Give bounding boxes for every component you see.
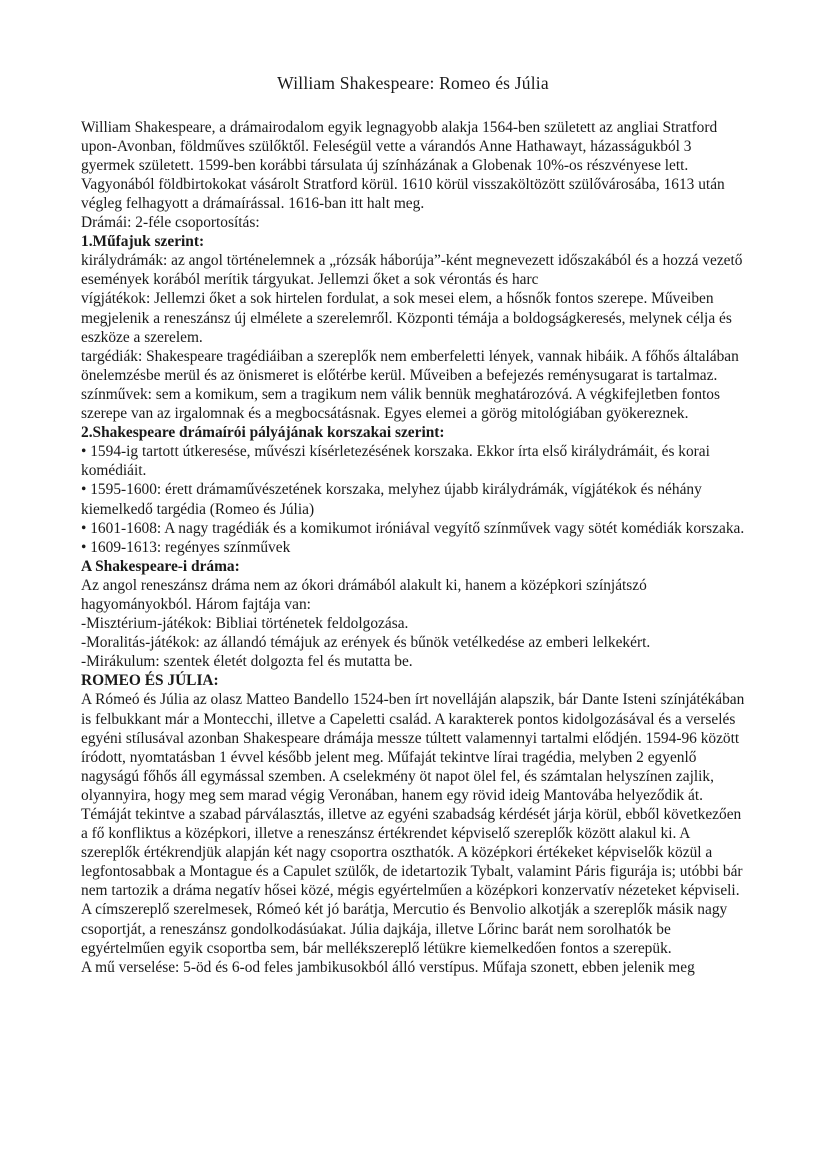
paragraph: targédiák: Shakespeare tragédiáiban a szereplők nem emberfeletti lények, vannak hibáik. A főhős általában önelemzésbe merül és az önismeret is előtérbe kerül. Műveiben a befejezés reménysugarat is tartalmaz.: [81, 347, 739, 384]
bullet-item: • 1609-1613: regényes színművek: [81, 538, 291, 556]
bullet-item: • 1595-1600: érett drámaművészetének korszaka, melyhez újabb királydrámák, vígjátékok és néhány kiemelkedő targédia (Romeo és Júlia): [81, 481, 702, 518]
paragraph: A mű verselése: 5-öd és 6-od feles jambikusokból álló verstípus. Műfaja szonett, ebben jelenik meg: [81, 958, 695, 976]
paragraph: -Moralitás-játékok: az állandó témájuk az erények és bűnök vetélkedése az emberi lelkekért.: [81, 634, 651, 652]
paragraph: Drámái: 2-féle csoportosítás:: [81, 214, 260, 232]
bullet-item: • 1601-1608: A nagy tragédiák és a komikumot iróniával vegyítő színművek vagy sötét komédiák korszaka.: [81, 519, 745, 537]
paragraph: Az angol reneszánsz dráma nem az ókori drámából alakult ki, hanem a középkori színjátszó hagyományokból. Három fajtája van:: [81, 576, 647, 613]
paragraph: -Misztérium-játékok: Bibliai történetek feldolgozása.: [81, 615, 409, 633]
section-heading: 2.Shakespeare drámaírói pályájának korszakai szerint:: [81, 424, 445, 442]
document-body: [81, 118, 745, 977]
paragraph: A Rómeó és Júlia az olasz Matteo Bandello 1524-ben írt novelláján alapszik, bár Dante Isteni színjátékában is felbukkant már a Montecchi, illetve a Capeletti család. A karakterek pontos kidolgozásával és a verselés egyéni stílusával azonban Shakespeare drámája messze túltett valamennyi tartalmi elődjén. 1594-96 között íródott, nyomtatásban 1 évvel később jelent meg. Műfaját tekintve lírai tragédia, melyben 2 egyenlő nagyságú főhős áll egymással szemben. A cselekmény öt napot ölel fel, és számtalan helyszínen zajlik, olyannyira, hogy meg sem marad végig Veronában, hanem egy rövid ideig Mantovába helyeződik át. Témáját tekintve a szabad párválasztás, illetve az egyéni szabadság kérdését járja körül, ebből következően a fő konfliktus a középkori, illetve a reneszánsz értékrendet képviselő szereplők között alakul ki. A szereplők értékrendjük alapján két nagy csoportra oszthatók. A középkori értékeket képviselők közül a legfontosabbak a Montague és a Capulet szülők, de idetartozik Tybalt, valamint Páris figurája is; utóbbi bár nem tartozik a dráma negatív hősei közé, mégis egyértelműen a középkori konzervatív nézeteket képviseli. A címszereplő szerelmesek, Rómeó két jó barátja, Mercutio és Benvolio alkotják a szereplők másik nagy csoportját, a reneszánsz gondolkodásúakat. Júlia dajkája, illetve Lőrinc barát nem sorolhatók be egyértelműen egyik csoportba sem, bár mellékszereplő létükre kiemelkedően fontos a szerepük.: [81, 691, 745, 957]
paragraph: királydrámák: az angol történelemnek a „rózsák háborúja”-ként megnevezett időszakából és a hozzá vezető események korából merítik tárgyukat. Jellemzi őket a sok vérontás és harc: [81, 252, 743, 289]
section-heading: ROMEO ÉS JÚLIA:: [81, 672, 219, 690]
bullet-item: • 1594-ig tartott útkeresése, művészi kísérletezésének korszaka. Ekkor írta első királydrámáit, és korai komédiáit.: [81, 443, 710, 480]
paragraph: William Shakespeare, a drámairodalom egyik legnagyobb alakja 1564-ben született az angliai Stratford upon-Avonban, földműves szülőktől. Feleségül vette a várandós Anne Hathawayt, házasságukból 3 gyermek született. 1599-ben korábbi társulata új színházának a Globenak 10%-os részvényese lett. Vagyonából földbirtokokat vásárolt Stratford körül. 1610 körül visszaköltözött szülővárosába, 1613 után végleg felhagyott a drámaírással. 1616-ban itt halt meg.: [81, 118, 725, 212]
page-title: William Shakespeare: Romeo és Júlia: [277, 73, 549, 93]
paragraph: vígjátékok: Jellemzi őket a sok hirtelen fordulat, a sok mesei elem, a hősnők fontos szerepe. Műveiben megjelenik a reneszánsz új elmélete a szerelemről. Központi témája a boldogságkeresés, melynek célja és eszköze a szerelem.: [81, 290, 732, 346]
paragraph: színművek: sem a komikum, sem a tragikum nem válik bennük meghatározóvá. A végkifejletben fontos szerepe van az irgalomnak és a megbocsátásnak. Egyes elemei a görög mitológiában gyökereznek.: [81, 385, 720, 423]
paragraph: -Mirákulum: szentek életét dolgozta fel és mutatta be.: [81, 653, 413, 671]
section-heading: 1.Műfajuk szerint:: [81, 233, 205, 251]
section-heading: A Shakespeare-i dráma:: [81, 557, 240, 575]
